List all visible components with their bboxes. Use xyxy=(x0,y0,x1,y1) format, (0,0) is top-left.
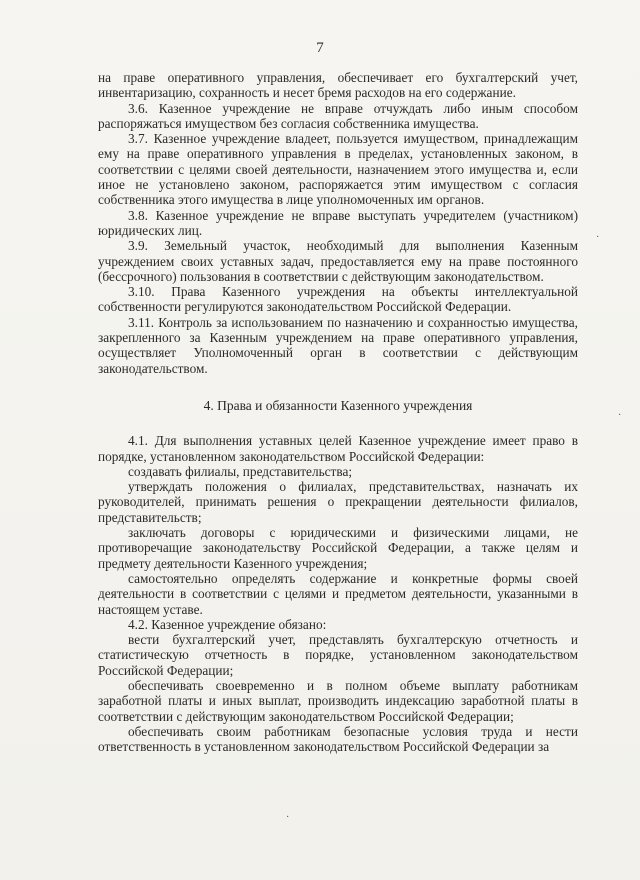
page-number: 7 xyxy=(316,40,324,56)
paragraph-3-10: 3.10. Права Казенного учреждения на объекты интеллектуальной собственности регулируются законодательством Российской Федерации. xyxy=(98,284,578,315)
list-item: обеспечивать своим работникам безопасные условия труда и нести ответственность в установленном законодательством Российской Федерации за xyxy=(98,723,578,755)
list-item: утверждать положения о филиалах, представительствах, назначать их руководителей, принимать решения о прекращении деятельности филиалов, представительств; xyxy=(98,479,578,525)
list-item: обеспечивать своевременно и в полном объеме выплату работникам заработной платы и иных выплат, производить индексацию заработной платы в соответствии с действующим законодательством Российской Федерации; xyxy=(98,677,578,724)
scan-speck: · xyxy=(286,812,290,823)
paragraph-3-6: 3.6. Казенное учреждение не вправе отчуждать либо иным способом распоряжаться имуществом без согласия собственника имущества. xyxy=(98,100,578,131)
paragraph-4-1: 4.1. Для выполнения уставных целей Казенное учреждение имеет право в порядке, установленном законодательством Российской Федерации: xyxy=(98,433,578,464)
scan-speck: · xyxy=(596,232,600,243)
paragraph-3-8: 3.8. Казенное учреждение не вправе выступать учредителем (участником) юридических лиц. xyxy=(98,207,578,238)
list-item: вести бухгалтерский учет, представлять бухгалтерскую отчетность и статистическую отчетность в порядке, установленном законодательством Российской Федерации; xyxy=(98,632,578,678)
scan-speck: · xyxy=(618,410,622,421)
section-heading: 4. Права и обязанности Казенного учреждения xyxy=(203,397,473,413)
list-item: создавать филиалы, представительства; xyxy=(128,463,353,479)
document-body xyxy=(98,70,578,754)
list-item: заключать договоры с юридическими и физическими лицами, не противоречащие законодательству Российской Федерации, а также целям и предмету деятельности Казенного учреждения; xyxy=(98,525,578,571)
paragraph-3-11: 3.11. Контроль за использованием по назначению и сохранностью имущества, закрепленного за Казенным учреждением на праве оперативного управления, осуществляет Уполномоченный орган в соответствии с действующим законодательством. xyxy=(98,314,578,376)
paragraph: на праве оперативного управления, обеспечивает его бухгалтерский учет, инвентаризацию, сохранность и несет бремя расходов на его содержание. xyxy=(98,70,578,101)
paragraph-4-2: 4.2. Казенное учреждение обязано: xyxy=(128,616,327,632)
paragraph-3-7: 3.7. Казенное учреждение владеет, пользуется имуществом, принадлежащим ему на праве оперативного управления в пределах, установленных законом, в соответствии с целями своей деятельности, назначением этого имущества и, если иное не установлено законом, распоряжается этим имуществом с согласия собственника этого имущества в лице уполномоченных им органов. xyxy=(98,131,578,208)
section-4 xyxy=(98,433,578,754)
paragraph-3-9: 3.9. Земельный участок, необходимый для выполнения Казенным учреждением своих уставных задач, предоставляется ему на праве постоянного (бессрочного) пользования в соответствии с действующим законодательством. xyxy=(98,238,578,284)
list-item: самостоятельно определять содержание и конкретные формы своей деятельности в соответствии с целями и предметом деятельности, указанными в настоящем уставе. xyxy=(98,570,578,617)
section-3-continuation xyxy=(98,70,578,376)
